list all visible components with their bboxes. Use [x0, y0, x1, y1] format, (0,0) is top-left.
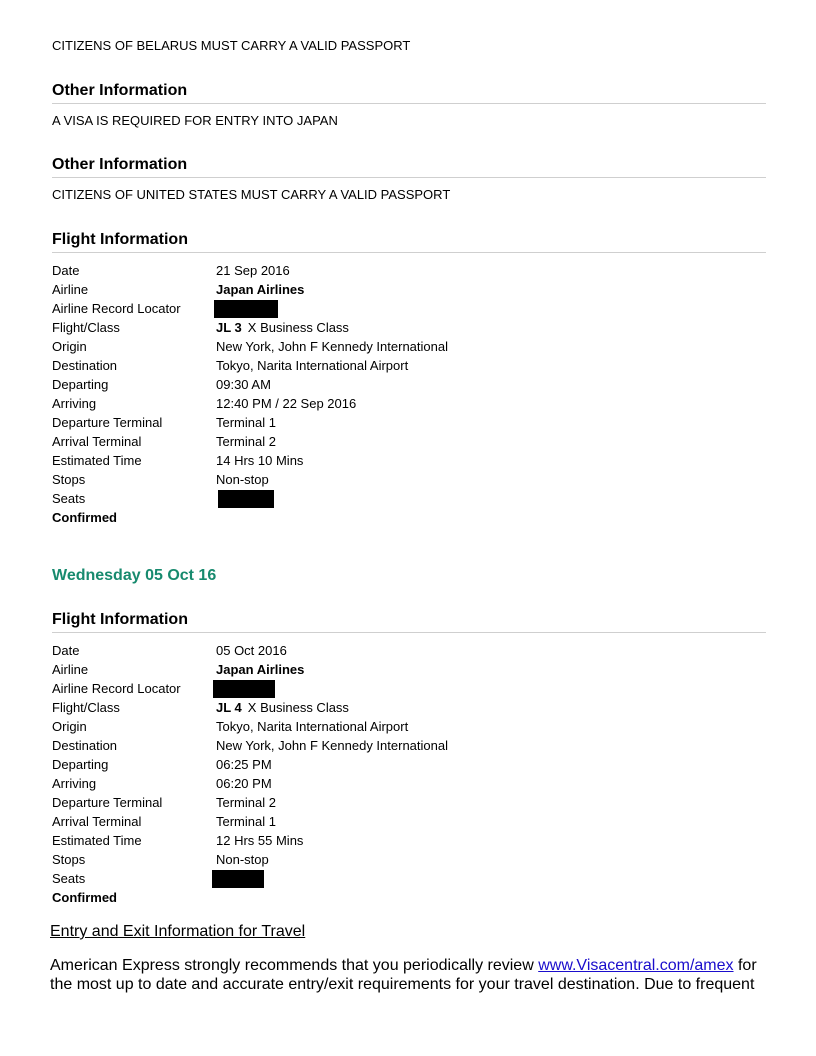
airline-name: Japan Airlines	[216, 661, 305, 677]
field-label: Flight/Class	[52, 699, 120, 715]
other-information-heading: Other Information	[52, 82, 188, 99]
field-label: Stops	[52, 851, 86, 867]
field-label: Stops	[52, 471, 86, 487]
field-label: Departing	[52, 756, 109, 772]
paragraph-text: American Express strongly recommends that you periodically review	[50, 957, 539, 974]
destination-value: Tokyo, Narita International Airport	[216, 357, 409, 373]
destination-value: New York, John F Kennedy International	[216, 737, 448, 753]
field-label: Departure Terminal	[52, 414, 163, 430]
other-information-heading: Other Information	[52, 156, 188, 173]
field-label: Estimated Time	[52, 832, 142, 848]
flight-row-date	[52, 641, 552, 660]
stops-value: Non-stop	[216, 851, 269, 867]
section-divider	[52, 632, 766, 633]
flight-row-destination	[52, 356, 552, 375]
field-label: Origin	[52, 718, 87, 734]
arrival-terminal-value: Terminal 2	[216, 433, 276, 449]
flight-row-departure-terminal	[52, 793, 552, 812]
arrival-terminal-value: Terminal 1	[216, 813, 276, 829]
field-label: Airline	[52, 661, 89, 677]
flight-row-arriving	[52, 774, 552, 793]
flight-information-heading: Flight Information	[52, 231, 188, 248]
confirmed-status: Confirmed	[52, 890, 117, 905]
paragraph-text: for the most up to date and accurate entry/exit requirements for your travel destination. Due to frequent	[50, 957, 757, 993]
field-label: Arriving	[52, 775, 97, 791]
flight-row-flight-class	[52, 318, 552, 337]
flight-row-date	[52, 261, 552, 280]
flight-row-record-locator	[52, 679, 552, 698]
passport-notice-usa: CITIZENS OF UNITED STATES MUST CARRY A VALID PASSPORT	[52, 187, 451, 202]
field-label: Arrival Terminal	[52, 813, 142, 829]
section-divider	[52, 177, 766, 178]
confirmed-status: Confirmed	[52, 510, 117, 525]
field-label: Airline Record Locator	[52, 300, 181, 316]
flight-row-stops	[52, 470, 552, 489]
flight-row-flight-class	[52, 698, 552, 717]
record-locator-value	[216, 680, 552, 698]
field-label: Arriving	[52, 395, 97, 411]
flight-code: JL 3	[216, 319, 242, 335]
field-label: Seats	[52, 490, 86, 506]
section-divider	[52, 252, 766, 253]
field-label: Estimated Time	[52, 452, 142, 468]
flight-row-seats	[52, 869, 552, 888]
flight-row-arrival-terminal	[52, 812, 552, 831]
field-label: Date	[52, 262, 80, 278]
flight-row-departing	[52, 755, 552, 774]
flight-class-value	[216, 700, 552, 716]
estimated-time-value: 14 Hrs 10 Mins	[216, 452, 304, 468]
flight-row-departure-terminal	[52, 413, 552, 432]
field-label: Arrival Terminal	[52, 433, 142, 449]
estimated-time-value: 12 Hrs 55 Mins	[216, 832, 304, 848]
flight-row-stops	[52, 850, 552, 869]
seats-value	[216, 490, 552, 508]
flight-row-arrival-terminal	[52, 432, 552, 451]
flight-date: 21 Sep 2016	[216, 262, 290, 278]
field-label: Seats	[52, 870, 86, 886]
origin-value: New York, John F Kennedy International	[216, 338, 448, 354]
entry-exit-info-link[interactable]: Entry and Exit Information for Travel	[50, 923, 306, 940]
flight-row-airline	[52, 660, 552, 679]
field-label: Origin	[52, 338, 87, 354]
flight-row-estimated-time	[52, 831, 552, 850]
flight-row-destination	[52, 736, 552, 755]
field-label: Date	[52, 642, 80, 658]
redaction-box	[214, 300, 278, 318]
departure-terminal-value: Terminal 1	[216, 414, 276, 430]
redaction-box	[212, 870, 264, 888]
redaction-box	[218, 490, 274, 508]
flight-row-arriving	[52, 394, 552, 413]
departing-value: 09:30 AM	[216, 376, 271, 392]
record-locator-value	[216, 300, 552, 318]
flight-row-airline	[52, 280, 552, 299]
stops-value: Non-stop	[216, 471, 269, 487]
redaction-box	[213, 680, 275, 698]
flight-row-estimated-time	[52, 451, 552, 470]
flight-row-origin	[52, 717, 552, 736]
field-label: Departure Terminal	[52, 794, 163, 810]
departure-terminal-value: Terminal 2	[216, 794, 276, 810]
visacentral-link[interactable]: www.Visacentral.com/amex	[538, 957, 734, 974]
section-divider	[52, 103, 766, 104]
field-label: Airline Record Locator	[52, 680, 181, 696]
seats-value	[216, 870, 552, 888]
cabin-class: X Business Class	[247, 699, 349, 715]
flight-information-heading: Flight Information	[52, 611, 188, 628]
field-label: Flight/Class	[52, 319, 120, 335]
origin-value: Tokyo, Narita International Airport	[216, 718, 409, 734]
flight-details-table	[52, 641, 552, 907]
cabin-class: X Business Class	[247, 319, 349, 335]
flight-details-table	[52, 261, 552, 527]
passport-notice-belarus: CITIZENS OF BELARUS MUST CARRY A VALID PASSPORT	[52, 38, 411, 53]
departing-value: 06:25 PM	[216, 756, 272, 772]
arriving-value: 12:40 PM / 22 Sep 2016	[216, 395, 357, 411]
field-label: Destination	[52, 357, 118, 373]
flight-row-departing	[52, 375, 552, 394]
day-heading: Wednesday 05 Oct 16	[52, 567, 217, 584]
flight-row-record-locator	[52, 299, 552, 318]
flight-row-seats	[52, 489, 552, 508]
airline-name: Japan Airlines	[216, 281, 305, 297]
field-label: Departing	[52, 376, 109, 392]
amex-recommendation-paragraph	[50, 956, 766, 994]
field-label: Airline	[52, 281, 89, 297]
flight-date: 05 Oct 2016	[216, 642, 287, 658]
visa-notice-japan: A VISA IS REQUIRED FOR ENTRY INTO JAPAN	[52, 113, 338, 128]
arriving-value: 06:20 PM	[216, 775, 272, 791]
field-label: Destination	[52, 737, 118, 753]
flight-code: JL 4	[216, 699, 242, 715]
flight-row-origin	[52, 337, 552, 356]
flight-class-value	[216, 320, 552, 336]
